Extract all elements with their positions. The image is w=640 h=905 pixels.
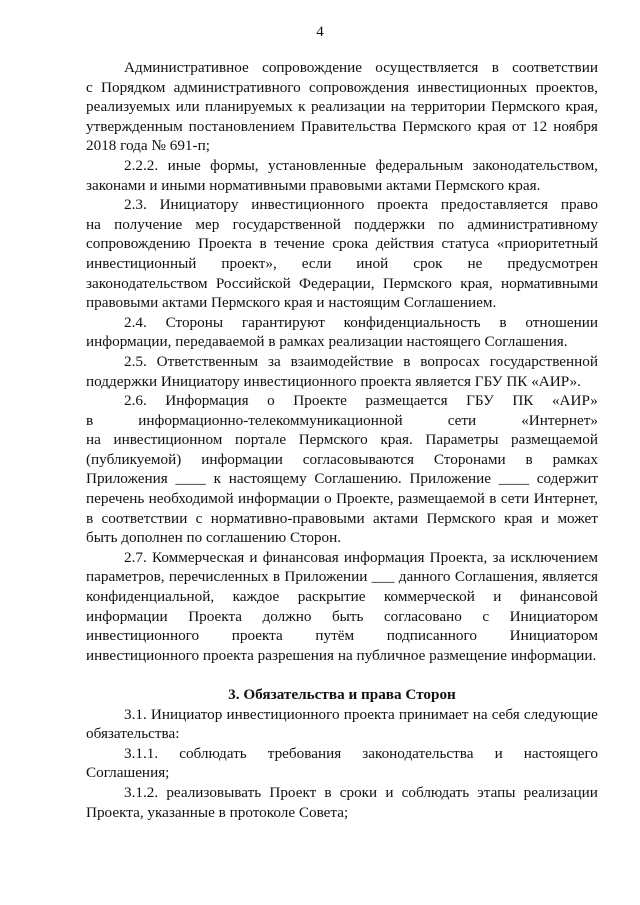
text-line: правовыми актами Пермского края и настоящим Соглашением. xyxy=(86,294,497,312)
text-line: Проекта, указанные в протоколе Совета; xyxy=(86,803,349,821)
text-line: Административное сопровождение осуществляется в соответствии xyxy=(124,59,598,76)
text-line: на получение мер государственной поддержки по административному xyxy=(86,215,598,233)
text-line: 2.4. Стороны гарантируют конфиденциальность в отношении xyxy=(124,313,598,331)
text-line: законодательством Российской Федерации, Пермского края, нормативными xyxy=(86,274,598,292)
text-line xyxy=(86,665,598,685)
text-line: Соглашения; xyxy=(86,764,170,782)
document-body xyxy=(86,58,598,822)
text-line: 3.1.1. соблюдать требования законодательства и настоящего xyxy=(124,744,598,762)
text-line: на инвестиционном портале Пермского края. Параметры размещаемой xyxy=(86,431,598,449)
text-line: в соответствии с нормативно-правовыми актами Пермского края и может xyxy=(86,509,598,527)
text-line: сопровождению Проекта в течение срока действия статуса «приоритетный xyxy=(86,235,598,253)
text-line: (публикуемой) информации согласовываются Сторонами в рамках xyxy=(86,450,598,468)
page-number: 4 xyxy=(316,24,324,40)
text-line: 2.2.2. иные формы, установленные федеральным законодательством, xyxy=(124,156,598,174)
text-line: информации, передаваемой в рамках реализации настоящего Соглашения. xyxy=(86,333,568,351)
text-line: 3.1. Инициатор инвестиционного проекта принимает на себя следующие xyxy=(124,705,598,723)
text-line: 2.7. Коммерческая и финансовая информация Проекта, за исключением xyxy=(124,548,598,566)
section-heading: 3. Обязательства и права Сторон xyxy=(228,686,456,703)
text-line: параметров, перечисленных в Приложении ___ данного Соглашения, является xyxy=(86,568,598,586)
text-line: быть дополнен по соглашению Сторон. xyxy=(86,529,342,547)
text-line: утвержденным постановлением Правительства Пермского края от 12 ноября xyxy=(86,117,598,135)
text-line: 2018 года № 691-п; xyxy=(86,137,210,155)
text-line: информации Проекта должно быть согласовано с Инициатором xyxy=(86,607,598,625)
text-line: 3.1.2. реализовывать Проект в сроки и соблюдать этапы реализации xyxy=(124,783,598,801)
text-line: перечень необходимой информации о Проекте, размещаемой в сети Интернет, xyxy=(86,490,598,508)
text-line: 2.6. Информация о Проекте размещается ГБУ ПК «АИР» xyxy=(124,392,598,410)
text-line: 2.5. Ответственным за взаимодействие в вопросах государственной xyxy=(124,352,598,370)
text-line: в информационно-телекоммуникационной сети «Интернет» xyxy=(86,411,598,429)
text-line: реализуемых или планируемых к реализации на территории Пермского края, xyxy=(86,98,598,116)
text-line: 2.3. Инициатору инвестиционного проекта предоставляется право xyxy=(124,196,598,214)
text-line: инвестиционного проекта путём подписанного Инициатором xyxy=(86,627,598,645)
text-line: законами и иными нормативными правовыми актами Пермского края. xyxy=(86,176,541,194)
text-line: инвестиционного проекта разрешения на публичное размещение информации. xyxy=(86,646,597,664)
text-line: конфиденциальной, каждое раскрытие коммерческой и финансовой xyxy=(86,588,598,606)
text-line: Приложения ____ к настоящему Соглашению. Приложение ____ содержит xyxy=(86,470,598,488)
text-line: поддержки Инициатору инвестиционного проекта является ГБУ ПК «АИР». xyxy=(86,372,581,390)
text-line: обязательства: xyxy=(86,725,180,743)
text-line: инвестиционный проект», если иной срок не предусмотрен xyxy=(86,254,598,272)
text-line: с Порядком административного сопровождения инвестиционных проектов, xyxy=(86,78,598,96)
